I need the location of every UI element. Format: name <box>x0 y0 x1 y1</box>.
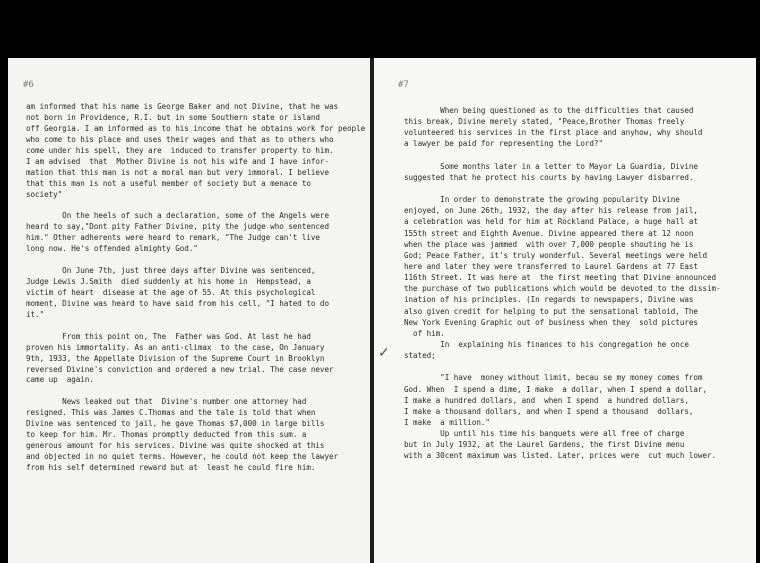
margin-check-mark: ✓ <box>378 345 390 361</box>
text-line: moment, Divine was heard to have said from his cell, "I hated to do <box>26 298 329 308</box>
text-line: enjoyed, on June 26th, 1932, the day after his release from jail, <box>404 206 698 216</box>
text-line <box>404 150 721 161</box>
text-line: 116th Street. It was here at the first meeting that Divine announced <box>404 273 717 283</box>
text-line: a celebration was held for him at Rockland Palace, a huge hall at <box>404 217 698 227</box>
text-line: God; Peace Father, it's truly wonderful. Several meetings were held <box>404 250 707 260</box>
text-line: From this point on, The Father was God. At last he had <box>26 331 311 341</box>
text-line: 155th street and Eighth Avenue. Divine appeared there at 12 noon <box>404 228 694 238</box>
text-line: resigned. This was James C.Thomas and the tale is told that when <box>26 408 316 418</box>
text-line: with a 30cent maximum was listed. Later, prices were cut much lower. <box>404 451 717 461</box>
text-line: when the place was jammed with over 7,000 people shouting he is <box>404 239 694 249</box>
text-line: long now. He's offended almighty God." <box>26 244 198 254</box>
text-line: am informed that his name is George Baker and not Divine, that he was <box>26 102 339 111</box>
text-line: reversed Divine's conviction and ordered a new trial. The case never <box>26 364 334 374</box>
text-line: him." Other adherents were heard to remark, "The Judge can't live <box>26 233 320 243</box>
text-line: Divine was sentenced to jail, he gave Thomas $7,000 in large bills <box>26 419 325 429</box>
text-line: that this man is not a useful member of society but a menace to <box>26 178 311 188</box>
text-line: it." <box>26 309 45 319</box>
text-line: came up again. <box>26 375 94 385</box>
text-line: volunteered his services in the first place and anyhow, why should <box>404 128 703 138</box>
text-line <box>26 386 365 397</box>
text-line: New York Evening Graphic out of business when they sold pictures <box>404 317 698 327</box>
right-page <box>374 58 756 563</box>
text-line <box>404 183 721 194</box>
left-page-text <box>26 102 365 474</box>
text-line <box>26 200 365 211</box>
text-line: generous amount for his services. Divine was quite shocked at this <box>26 441 325 451</box>
text-line: I am advised that Mother Divine is not his wife and I have infor- <box>26 156 329 166</box>
text-line: "I have money without limit, becau se my money comes from <box>404 373 703 383</box>
text-line: off Georgia. I am informed as to his income that he obtains work for people <box>26 123 366 133</box>
text-line: who come to his place and uses their wages and that as to others who <box>26 134 334 144</box>
text-line: proven his immortality. As an anti-climax to the case, On January <box>26 342 325 352</box>
text-line <box>26 321 365 332</box>
text-line: Up until his time his banquets were all free of charge <box>404 429 685 439</box>
text-line: victim of heart disease at the age of 55. At this psychological <box>26 287 316 297</box>
text-line: to keep for him. Mr. Thomas promptly deducted from this sum. a <box>26 430 307 440</box>
text-line: of him. <box>404 328 445 338</box>
text-line: I make a million." <box>404 417 490 427</box>
text-line: suggested that he protect his courts by having Lawyer disbarred. <box>404 172 694 182</box>
text-line: When being questioned as to the difficulties that caused <box>404 106 694 115</box>
text-line: 9th, 1933, the Appellate Division of the Supreme Court in Brooklyn <box>26 353 325 363</box>
text-line: On June 7th, just three days after Divine was sentenced, <box>26 266 316 276</box>
text-line: come under his spell, they are induced to transfer property to him. <box>26 145 334 155</box>
text-line: but in July 1932, at the Laurel Gardens, the first Divine menu <box>404 440 685 450</box>
left-page <box>8 58 372 563</box>
text-line: In explaining his finances to his congregation he once <box>404 339 689 349</box>
text-line: not born in Providence, R.I. but in some Southern state or island <box>26 112 320 122</box>
text-line: ination of his principles. (In regards to newspapers, Divine was <box>404 295 694 305</box>
text-line: stated; <box>404 351 436 361</box>
text-line: God. When I spend a dime, I make a dollar, when I spend a dollar, <box>404 384 707 394</box>
text-line: Judge Lewis J.Smith died suddenly at his home in Hempstead, a <box>26 277 311 286</box>
text-line: and objected in no quiet terms. However, he could not keep the lawyer <box>26 452 339 461</box>
text-line: this break, Divine merely stated, "Peace,Brother Thomas freely <box>404 117 685 127</box>
text-line: I make a hundred dollars, and when I spend a hundred dollars, <box>404 395 689 405</box>
text-line: heard to say,"Dont pity Father Divine, pity the judge who sentenced <box>26 222 329 232</box>
text-line <box>404 361 721 372</box>
text-line: mation that this man is not a moral man but very immoral. I believe <box>26 167 329 177</box>
text-line: the purchase of two publications which would be devoted to the dissim- <box>404 284 721 294</box>
text-line: from his self determined reward but at least he could fire him. <box>26 462 316 472</box>
text-line: On the heels of such a declaration, some of the Angels were <box>26 211 329 221</box>
text-line: I make a thousand dollars, and when I spend a thousand dollars, <box>404 406 694 416</box>
right-page-text <box>404 105 721 462</box>
left-page-number: #6 <box>23 80 34 90</box>
text-line <box>26 255 365 266</box>
text-line: here and later they were transferred to Laurel Gardens at 77 East <box>404 261 698 271</box>
text-line: society" <box>26 189 63 199</box>
text-line: Some months later in a letter to Mayor La Guardia, Divine <box>404 161 698 171</box>
text-line: also given credit for helping to put the sensational tabloid, The <box>404 306 698 316</box>
text-line: a lawyer be paid for representing the Lord?" <box>404 139 603 149</box>
text-line: News leaked out that Divine's number one attorney had <box>26 397 307 407</box>
text-line: In order to demonstrate the growing popularity Divine <box>404 195 680 205</box>
right-page-number: #7 <box>398 80 409 90</box>
